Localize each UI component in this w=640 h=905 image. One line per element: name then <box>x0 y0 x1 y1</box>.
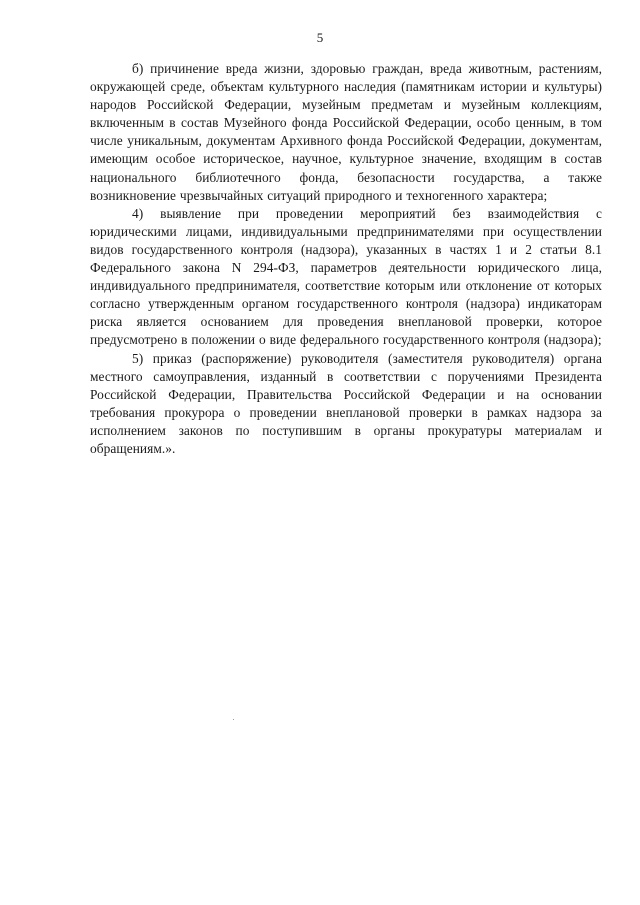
page-number: 5 <box>316 30 324 45</box>
document-body <box>90 60 602 458</box>
paragraph-item-b: б) причинение вреда жизни, здоровью граждан, вреда животным, растениям, окружающей среде, объектам культурного наследия (памятникам истории и культуры) народов Российской Федерации, музейным предметам и музейным коллекциям, включенным в состав Музейного фонда Российской Федерации, особо ценным, в том числе уникальным, документам Архивного фонда Российской Федерации, документам, имеющим особое историческое, научное, культурное значение, входящим в состав национального библиотечного фонда, безопасности государства, а также возникновение чрезвычайных ситуаций природного и техногенного характера; <box>90 61 602 203</box>
paragraph-item-4: 4) выявление при проведении мероприятий без взаимодействия с юридическими лицами, индивидуальными предпринимателями при осуществлении видов государственного контроля (надзора), указанных в частях 1 и 2 статьи 8.1 Федерального закона N 294-ФЗ, параметров деятельности юридического лица, индивидуального предпринимателя, соответствие которым или отклонение от которых согласно утвержденным органом государственного контроля (надзора) индикаторам риска является основанием для проведения внеплановой проверки, которое предусмотрено в положении о виде федерального государственного контроля (надзора); <box>90 205 602 348</box>
scan-speck <box>233 719 234 720</box>
paragraph-item-5: 5) приказ (распоряжение) руководителя (заместителя руководителя) органа местного самоуправления, изданный в соответствии с поручениями Президента Российской Федерации, Правительства Российской Федерации и на основании требования прокурора о проведении внеплановой проверки в рамках надзора за исполнением законов по поступившим в органы прокуратуры материалам и обращениям.». <box>90 350 602 456</box>
